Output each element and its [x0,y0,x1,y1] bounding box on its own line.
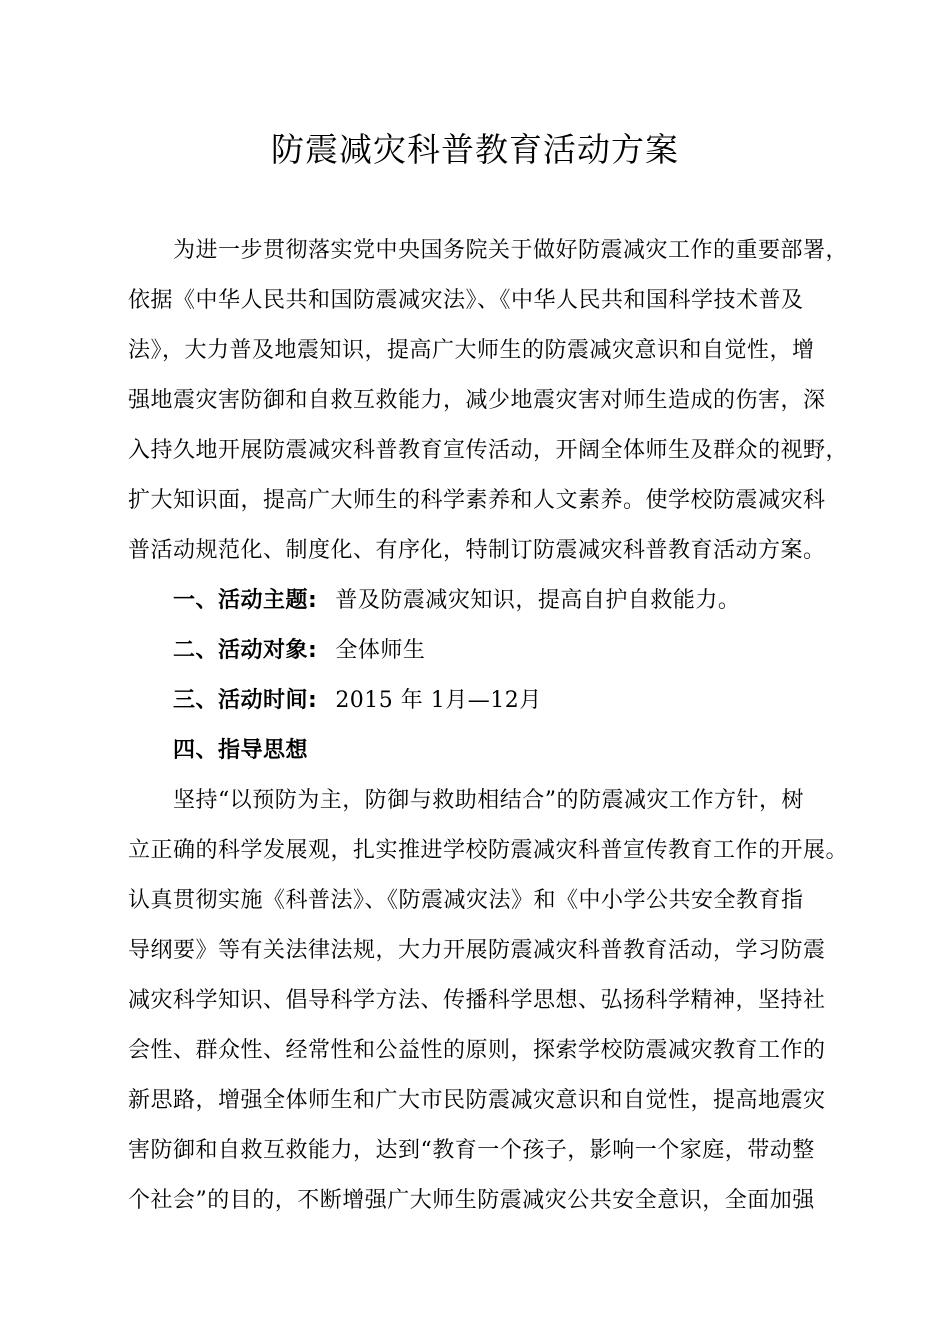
section-value: 普及防震减灾知识，提高自护自救能力。 [335,588,741,613]
section-label: 四、指导思想 [173,738,309,763]
intro-line: 入持久地开展防震减灾科普教育宣传活动，开阔全体师生及群众的视野， [128,438,849,463]
section-label: 二、活动对象: [173,638,318,663]
intro-line: 强地震灾害防御和自救互救能力，减少地震灾害对师生造成的伤害，深 [128,388,826,413]
guiding-line: 会性、群众性、经常性和公益性的原则，探索学校防震减灾教育工作的 [128,1038,826,1063]
guiding-line: 立正确的科学发展观，扎实推进学校防震减灾科普宣传教育工作的开展。 [128,838,849,863]
intro-line: 法》，大力普及地震知识，提高广大师生的防震减灾意识和自觉性，增 [128,338,815,363]
section-theme [173,586,740,616]
section-guiding-thought [173,736,308,766]
intro-line: 扩大知识面，提高广大师生的科学素养和人文素养。使学校防震减灾科 [128,488,826,513]
guiding-line: 害防御和自救互救能力，达到“教育一个孩子，影响一个家庭，带动整 [128,1138,815,1163]
section-audience [173,636,425,666]
section-label: 一、活动主题: [173,588,318,613]
intro-line: 普活动规范化、制度化、有序化，特制订防震减灾科普教育活动方案。 [128,538,826,563]
section-value: 全体师生 [335,638,426,663]
guiding-line: 认真贯彻实施《科普法》、《防震减灾法》和《中小学公共安全教育指 [128,888,804,913]
guiding-line: 坚持“以预防为主，防御与救助相结合”的防震减灾工作方针，树 [173,788,804,813]
guiding-line: 新思路，增强全体师生和广大市民防震减灾意识和自觉性，提高地震灾 [128,1088,826,1113]
document-title: 防震减灾科普教育活动方案 [271,130,679,169]
intro-line: 依据《中华人民共和国防震减灾法》、《中华人民共和国科学技术普及 [128,288,804,313]
section-value: 2015 年 1月—12月 [335,688,542,713]
section-time [173,686,542,716]
guiding-line: 减灾科学知识、倡导科学方法、传播科学思想、弘扬科学精神，坚持社 [128,988,826,1013]
intro-line: 为进一步贯彻落实党中央国务院关于做好防震减灾工作的重要部署， [173,238,849,263]
guiding-line: 个社会”的目的，不断增强广大师生防震减灾公共安全意识，全面加强 [128,1188,815,1213]
guiding-line: 导纲要》等有关法律法规，大力开展防震减灾科普教育活动，学习防震 [128,938,826,963]
section-label: 三、活动时间: [173,688,318,713]
